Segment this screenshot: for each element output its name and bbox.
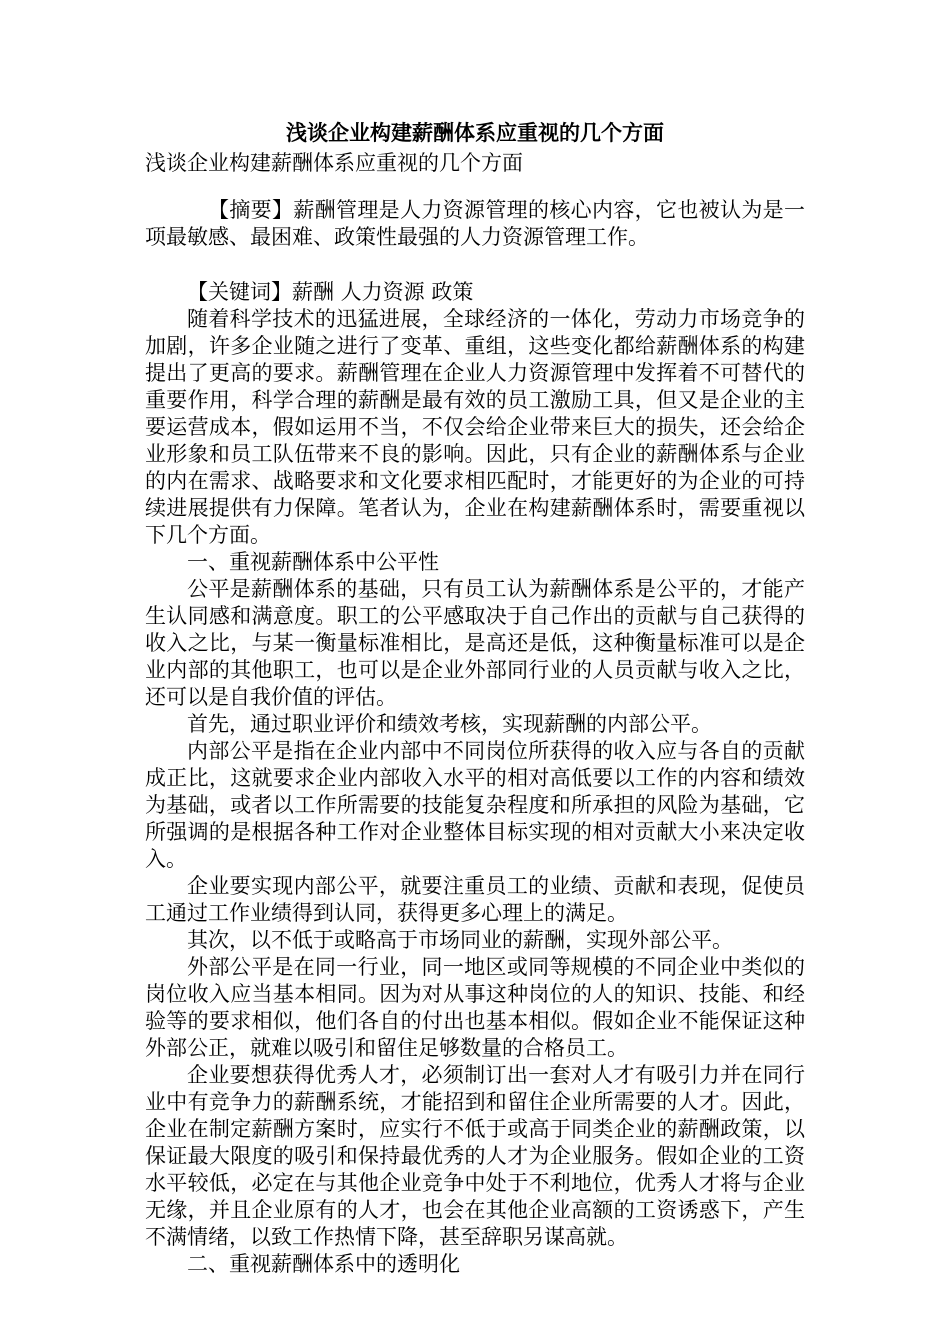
body-paragraph-fairness: 公平是薪酬体系的基础，只有员工认为薪酬体系是公平的，才能产生认同感和满意度。职工的公平感取决于自己作出的贡献与自己获得的收入之比，与某一衡量标准相比，是高还是低，这种衡量标准可以是企业内部的其他职工，也可以是企业外部同行业的人员贡献与收入之比，还可以是自我价值的评估。	[145, 577, 805, 709]
body-paragraph-talent: 企业要想获得优秀人才，必须制订出一套对人才有吸引力并在同行业中有竞争力的薪酬系统，才能招到和留住企业所需要的人才。因此，企业在制定薪酬方案时，应实行不低于或高于同类企业的薪酬政策，以保证最大限度的吸引和保持最优秀的人才为企业服务。假如企业的工资水平较低，必定在与其他企业竞争中处于不利地位，优秀人才将与企业无缘，并且企业原有的人才，也会在其他企业高额的工资诱惑下，产生不满情绪，以致工作热情下降，甚至辞职另谋高就。	[145, 1063, 805, 1249]
spacer	[145, 251, 805, 279]
body-paragraph-intro: 随着科学技术的迅猛进展，全球经济的一体化，劳动力市场竞争的加剧，许多企业随之进行了变革、重组，这些变化都给薪酬体系的构建提出了更高的要求。薪酬管理在企业人力资源管理中发挥着不可替代的重要作用，科学合理的薪酬是最有效的员工激励工具，但又是企业的主要运营成本，假如运用不当，不仅会给企业带来巨大的损失，还会给企业形象和员工队伍带来不良的影响。因此，只有企业的薪酬体系与企业的内在需求、战略要求和文化要求相匹配时，才能更好的为企业的可持续进展提供有力保障。笔者认为，企业在构建薪酬体系时，需要重视以下几个方面。	[145, 307, 805, 547]
abstract-paragraph: 【摘要】薪酬管理是人力资源管理的核心内容，它也被认为是一项最敏感、最困难、政策性最强的人力资源管理工作。	[145, 198, 805, 249]
document-page	[145, 118, 805, 1278]
body-paragraph-external-fairness: 外部公平是在同一行业，同一地区或同等规模的不同企业中类似的岗位收入应当基本相同。因为对从事这种岗位的人的知识、技能、和经验等的要求相似，他们各自的付出也基本相似。假如企业不能保证这种外部公正，就难以吸引和留住足够数量的合格员工。	[145, 955, 805, 1060]
document-subtitle: 浅谈企业构建薪酬体系应重视的几个方面	[145, 151, 523, 175]
body-paragraph-internal-intro: 首先，通过职业评价和绩效考核，实现薪酬的内部公平。	[187, 712, 712, 736]
document-title: 浅谈企业构建薪酬体系应重视的几个方面	[286, 120, 664, 145]
body-paragraph-external-intro: 其次，以不低于或略高于市场同业的薪酬，实现外部公平。	[187, 928, 733, 952]
keywords-line: 【关键词】薪酬 人力资源 政策	[187, 280, 474, 304]
section-heading-transparency: 二、重视薪酬体系中的透明化	[187, 1252, 460, 1276]
body-paragraph-internal-fairness: 内部公平是指在企业内部中不同岗位所获得的收入应与各自的贡献成正比，这就要求企业内部收入水平的相对高低要以工作的内容和绩效为基础，或者以工作所需要的技能复杂程度和所承担的风险为基础，它所强调的是根据各种工作对企业整体目标实现的相对贡献大小来决定收入。	[145, 739, 805, 871]
spacer	[145, 178, 805, 197]
section-heading-fairness: 一、重视薪酬体系中公平性	[187, 550, 439, 574]
body-paragraph-internal-practice: 企业要实现内部公平，就要注重员工的业绩、贡献和表现，促使员工通过工作业绩得到认同，获得更多心理上的满足。	[145, 874, 805, 925]
